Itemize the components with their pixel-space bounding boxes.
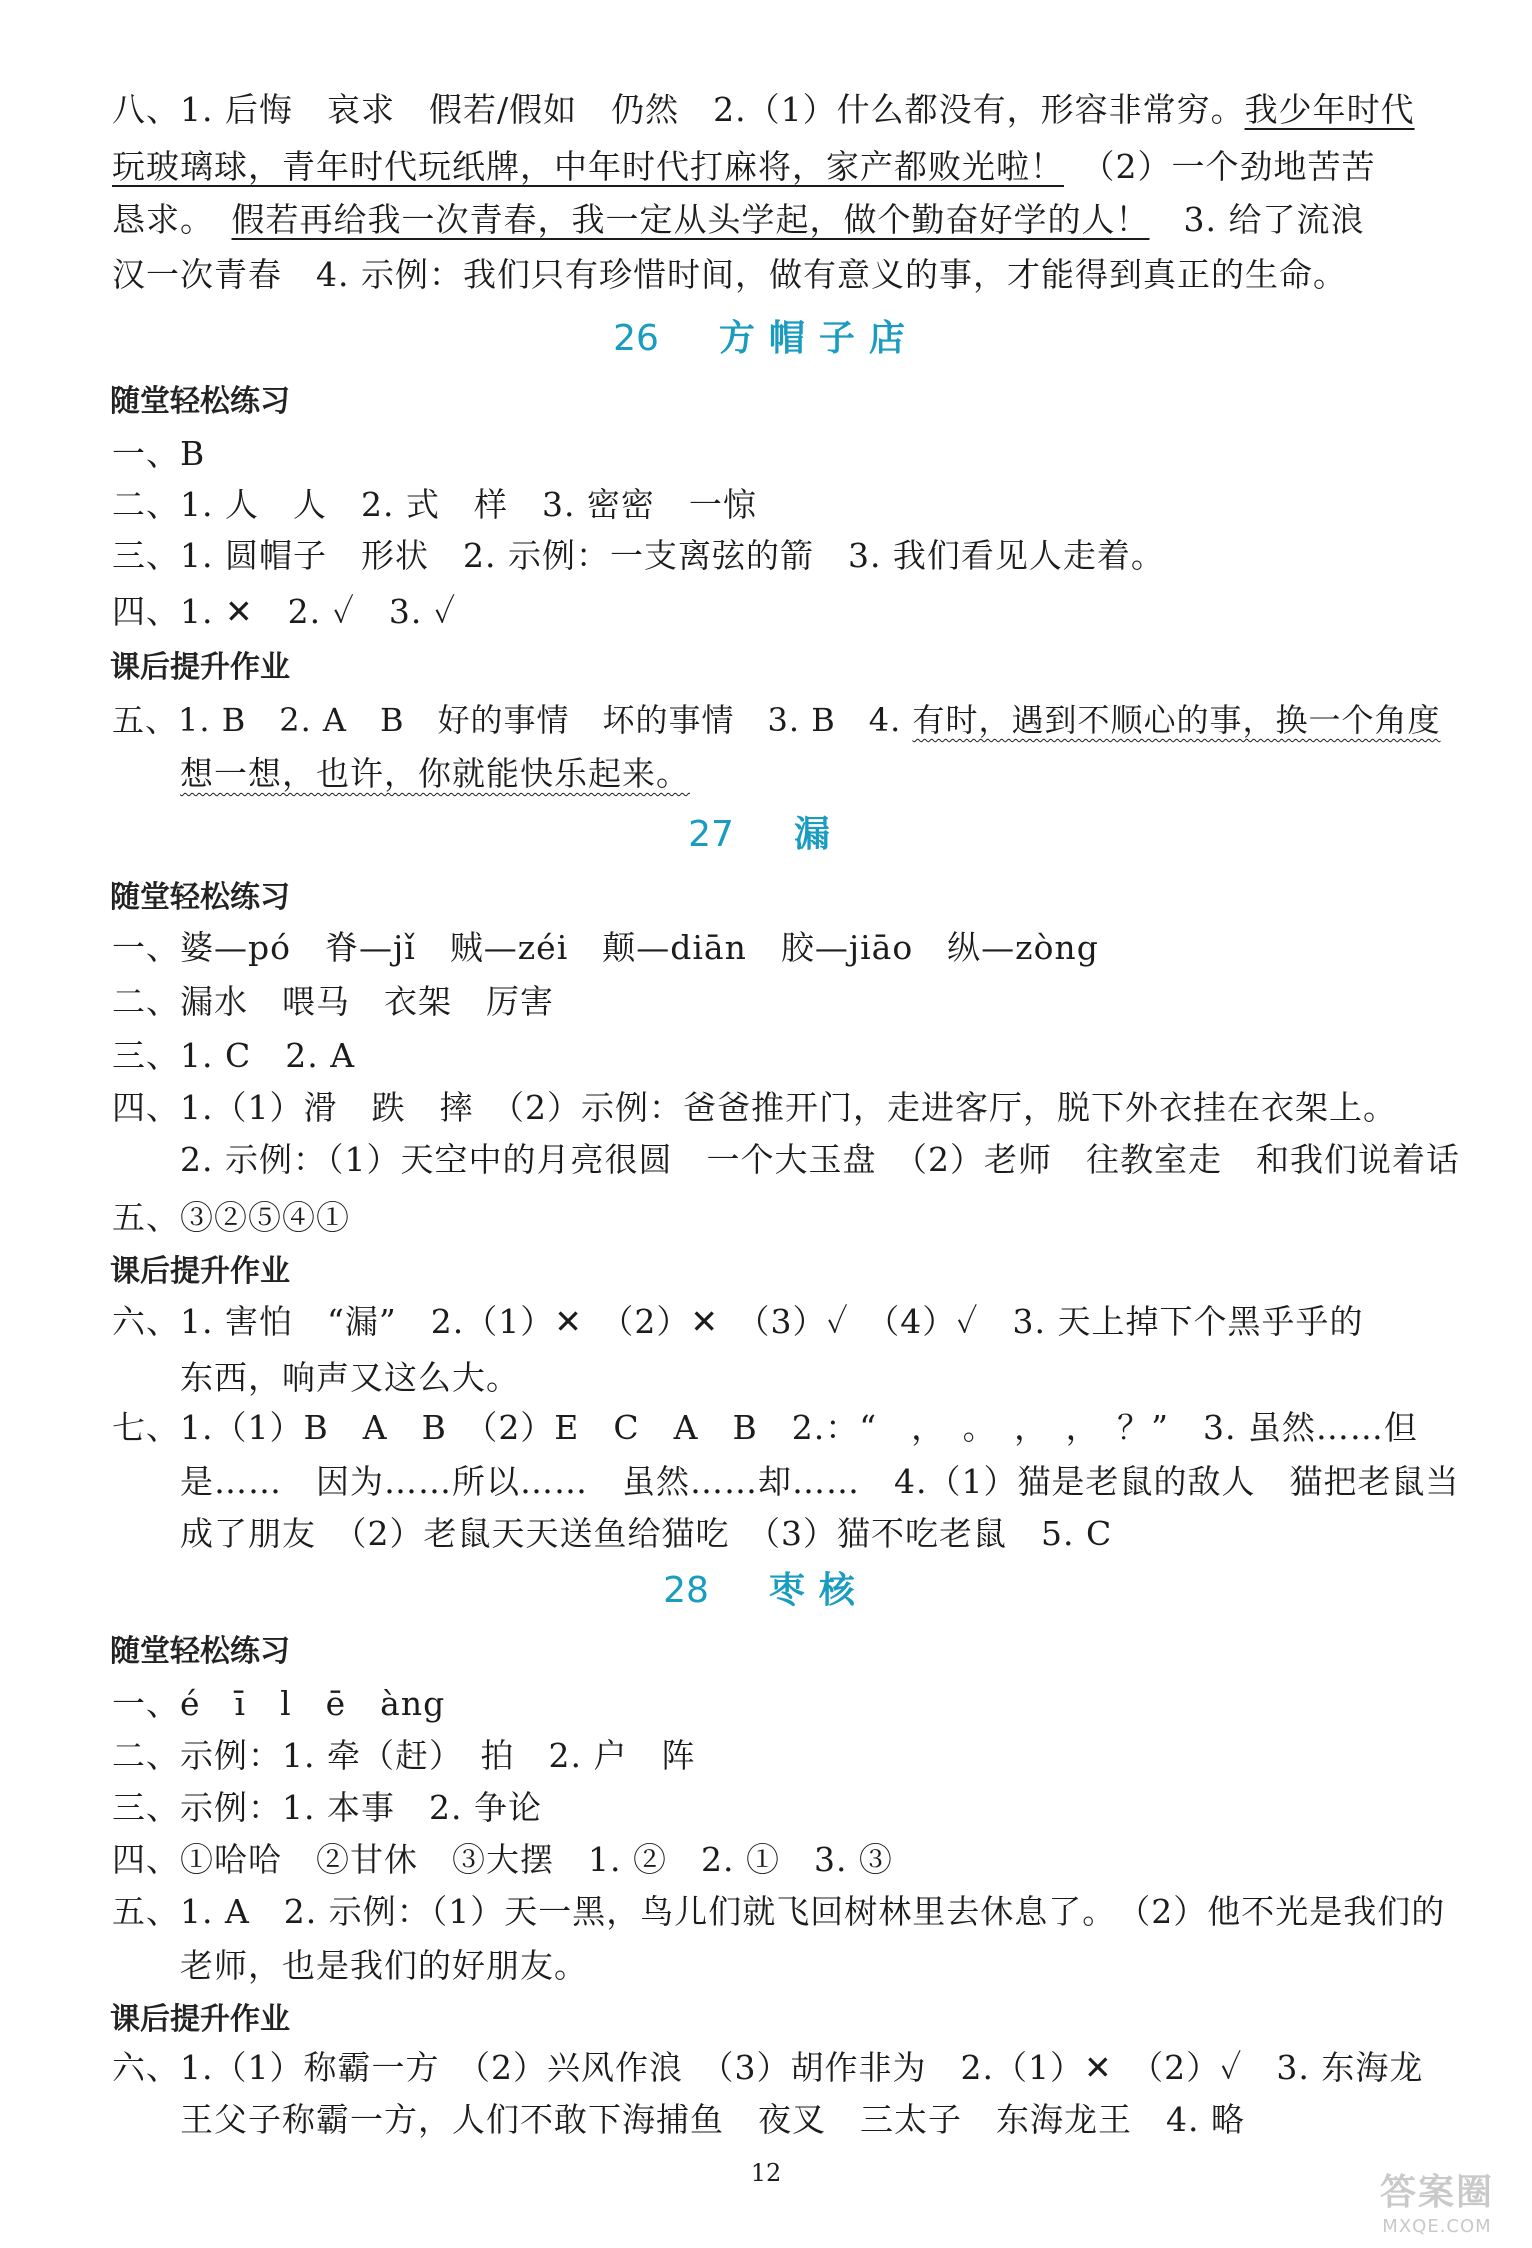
answer-line: 四、1.（1）滑 跌 摔 （2）示例：爸爸推开门，走进客厅，脱下外衣挂在衣架上。 [112,1088,1397,1127]
answer-line: 一、B [112,434,206,473]
answer-line [112,698,1441,742]
answer-line: 一、é ī l ē àng [112,1684,446,1723]
underlined-text: 假若再给我一次青春，我一定从头学起，做个勤奋好学的人！ [231,200,1150,239]
answer-line: 二、漏水 喂马 衣架 厉害 [112,982,554,1021]
underlined-text: 玩玻璃球，青年时代玩纸牌，中年时代打麻将，家产都败光啦！ [112,147,1064,186]
answer-line [112,198,1364,242]
answer-line: 三、1. C 2. A [112,1036,356,1075]
section-heading: 课后提升作业 [110,2002,290,2037]
wavy-underlined-text: 有时，遇到不顺心的事，换一个角度 [912,701,1441,739]
section-heading: 随堂轻松练习 [110,384,290,419]
answer-line: 东西，响声又这么大。 [180,1358,520,1397]
lesson-title [0,316,1532,362]
answer-line: 六、1. 害怕 “漏” 2.（1）✕ （2）✕ （3）✓ （4）✓ 3. 天上掉下个黑乎乎的 [112,1302,1364,1341]
answer-line: 汉一次青春 4. 示例：我们只有珍惜时间，做有意义的事，才能得到真正的生命。 [112,255,1347,294]
answer-line: 七、1.（1）B A B （2）E C A B 2.：“ ， 。 ， ， ？” 3. 虽然……但 [112,1408,1418,1447]
answer-line: 王父子称霸一方，人们不敢下海捕鱼 夜叉 三太子 东海龙王 4. 略 [180,2100,1245,2139]
lesson-number: 28 [663,1570,709,1611]
section-heading: 课后提升作业 [110,1254,290,1289]
lesson-number: 26 [613,318,659,359]
answer-line: 一、婆—pó 脊—jǐ 贼—zéi 颠—diān 胶—jiāo 纵—zòng [112,928,1099,967]
watermark-url: MXQE.COM [1382,2216,1492,2237]
answer-line [112,145,1376,189]
answer-text: 3. 给了流浪 [1149,200,1365,239]
lesson-number: 27 [688,814,734,855]
answer-text: （2）一个劲地苦苦 [1064,147,1376,186]
answer-line: 五、1. A 2. 示例：（1）天一黑，鸟儿们就飞回树林里去休息了。 （2）他不光是我们的 [112,1892,1446,1931]
watermark-text: 答案圈 [1379,2172,1494,2213]
answer-line: 四、1. ✕ 2. ✓ 3. ✓ [112,592,457,631]
answer-line: 二、示例：1. 牵（赶） 拍 2. 户 阵 [112,1736,696,1775]
answer-line: 三、1. 圆帽子 形状 2. 示例：一支离弦的箭 3. 我们看见人走着。 [112,536,1165,575]
answer-line: 三、示例：1. 本事 2. 争论 [112,1788,542,1827]
section-heading: 课后提升作业 [110,650,290,685]
watermark-logo [1352,2170,1522,2242]
answer-line: 成了朋友 （2）老鼠天天送鱼给猫吃 （3）猫不吃老鼠 5. C [180,1514,1113,1553]
answer-line: 五、③②⑤④① [112,1198,350,1237]
answer-line: 四、①哈哈 ②甘休 ③大摆 1. ② 2. ① 3. ③ [112,1840,893,1879]
lesson-title [0,812,1532,858]
section-heading: 随堂轻松练习 [110,1634,290,1669]
answer-line: 六、1.（1）称霸一方 （2）兴风作浪 （3）胡作非为 2.（1）✕ （2）✓ 3. 东海龙 [112,2048,1424,2087]
wavy-underlined-text: 想一想，也许，你就能快乐起来。 [180,754,690,793]
answer-text: 五、1. B 2. A B 好的事情 坏的事情 3. B 4. [112,701,913,739]
answer-line: 2. 示例：（1）天空中的月亮很圆 一个大玉盘 （2）老师 往教室走 和我们说着话 [180,1140,1460,1179]
answer-line [180,752,690,796]
lesson-name: 方帽子店 [718,318,919,359]
answer-line: 是…… 因为……所以…… 虽然……却…… 4.（1）猫是老鼠的敌人 猫把老鼠当 [180,1462,1460,1501]
answer-text: 恳求。 [112,200,232,239]
answer-line: 老师，也是我们的好朋友。 [180,1946,588,1985]
lesson-title [0,1568,1532,1614]
page-number: 12 [750,2159,782,2187]
answer-line: 二、1. 人 人 2. 式 样 3. 密密 一惊 [112,485,757,524]
lesson-name: 枣核 [768,1570,869,1611]
underlined-text: 我少年时代 [1244,90,1415,129]
answer-line [112,88,1415,132]
lesson-name: 漏 [793,814,844,855]
section-heading: 随堂轻松练习 [110,880,290,915]
answer-text: 八、1. 后悔 哀求 假若/假如 仍然 2.（1）什么都没有，形容非常穷。 [112,90,1245,129]
